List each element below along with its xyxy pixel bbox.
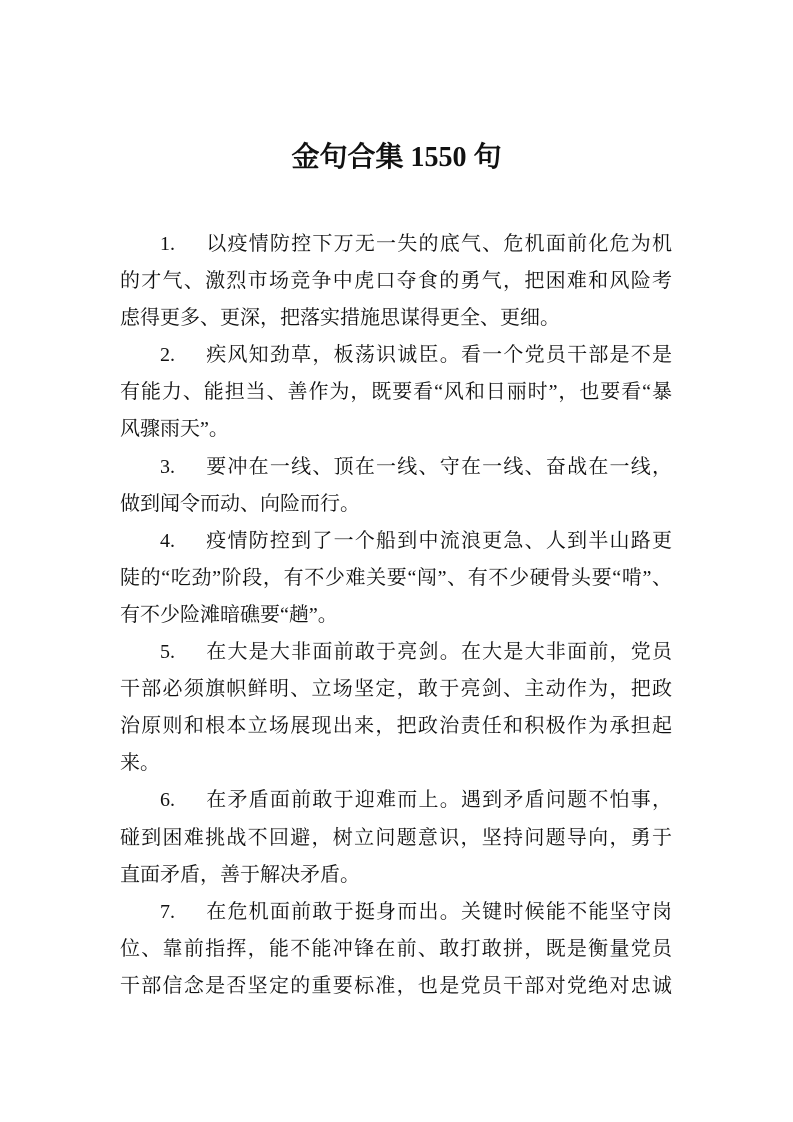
paragraph-line [120, 226, 672, 263]
line-text: 在大是大非面前敢于亮剑。在大是大非面前，党员 [205, 641, 672, 664]
line-text: 在危机面前敢于挺身而出。关键时候能不能坚守岗 [205, 900, 672, 923]
document-title: 金句合集 1550 句 [291, 142, 502, 173]
line-text: 有不少险滩暗礁要“趟”。 [120, 603, 338, 626]
line-text: 虑得更多、更深，把落实措施思谋得更全、更细。 [120, 307, 560, 330]
paragraph-line [120, 411, 672, 448]
line-text: 直面矛盾，善于解决矛盾。 [120, 863, 360, 886]
paragraph-line [120, 857, 672, 894]
line-text: 位、靠前指挥，能不能冲锋在前、敢打敢拼，既是衡量党员 [120, 937, 672, 960]
paragraph-number: 6. [160, 789, 175, 812]
line-text: 陡的“吃劲”阶段，有不少难关要“闯”、有不少硬骨头要“啃”、 [120, 566, 672, 589]
paragraph-number: 4. [160, 529, 175, 552]
paragraph [120, 634, 672, 782]
line-text: 干部信念是否坚定的重要标准，也是党员干部对党绝对忠诚 [120, 974, 672, 997]
paragraph-line [120, 671, 672, 708]
paragraph-line [120, 300, 672, 337]
line-text: 疾风知劲草，板荡识诚臣。看一个党员干部是不是 [205, 344, 672, 367]
line-text: 来。 [120, 752, 160, 775]
paragraph-line [120, 968, 672, 1005]
paragraph-line [120, 263, 672, 300]
paragraph-line [120, 523, 672, 560]
paragraph-line [120, 374, 672, 411]
paragraph-line [120, 449, 672, 486]
line-text: 干部必须旗帜鲜明、立场坚定，敢于亮剑、主动作为，把政 [120, 678, 672, 701]
paragraph-number: 7. [160, 900, 175, 923]
paragraph-line [120, 745, 672, 782]
line-text: 风骤雨天”。 [120, 418, 229, 441]
paragraph [120, 226, 672, 337]
paragraph-line [120, 560, 672, 597]
line-text: 做到闻令而动、向险而行。 [120, 492, 360, 515]
line-text: 治原则和根本立场展现出来，把政治责任和积极作为承担起 [120, 715, 672, 738]
paragraph-line [120, 894, 672, 931]
paragraph [120, 523, 672, 634]
paragraph-line [120, 597, 672, 634]
paragraph-line [120, 820, 672, 857]
paragraph-number: 5. [160, 641, 175, 664]
paragraph [120, 894, 672, 1005]
paragraph-line [120, 634, 672, 671]
line-text: 要冲在一线、顶在一线、守在一线、奋战在一线， [205, 455, 672, 478]
paragraph [120, 449, 672, 523]
line-text: 有能力、能担当、善作为，既要看“风和日丽时”，也要看“暴 [120, 381, 672, 404]
line-text: 碰到困难挑战不回避，树立问题意识，坚持问题导向，勇于 [120, 826, 672, 849]
paragraph-line [120, 337, 672, 374]
paragraph [120, 782, 672, 893]
paragraph [120, 337, 672, 448]
paragraph-line [120, 708, 672, 745]
line-text: 在矛盾面前敢于迎难而上。遇到矛盾问题不怕事， [205, 789, 672, 812]
document-body [120, 226, 672, 1005]
line-text: 以疫情防控下万无一失的底气、危机面前化危为机 [205, 233, 672, 255]
line-text: 疫情防控到了一个船到中流浪更急、人到半山路更 [205, 529, 672, 552]
paragraph-line [120, 931, 672, 968]
paragraph-number: 3. [160, 455, 175, 478]
paragraph-number: 1. [160, 233, 175, 255]
line-text: 的才气、激烈市场竞争中虎口夺食的勇气，把困难和风险考 [120, 270, 672, 293]
paragraph-line [120, 486, 672, 523]
paragraph-number: 2. [160, 344, 175, 367]
paragraph-line [120, 782, 672, 819]
